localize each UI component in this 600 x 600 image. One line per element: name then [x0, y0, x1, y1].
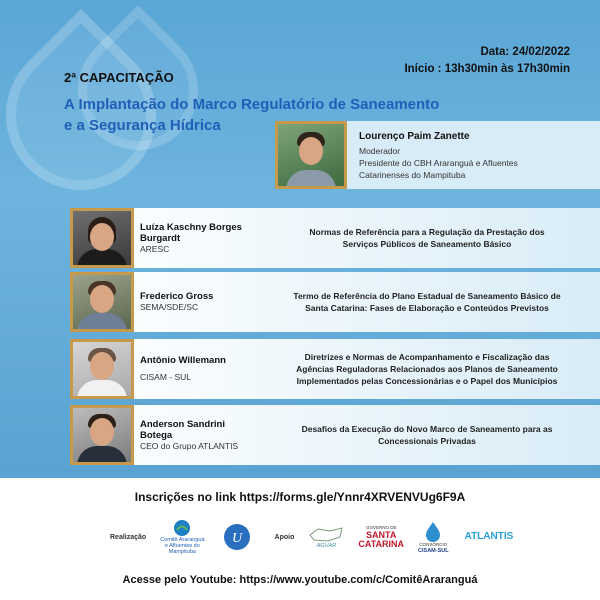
speaker-photo — [70, 339, 134, 399]
speaker-photo — [70, 208, 134, 268]
speaker-org: SEMA/SDE/SC — [140, 302, 199, 312]
atlantis-logo-text: ATLANTIS — [464, 531, 514, 542]
state-map-icon — [308, 525, 344, 543]
speaker-name: Frederico Gross — [140, 291, 214, 302]
topic-line: Desafios da Execução do Novo Marco de Saneamento para as — [301, 424, 553, 434]
speaker-row — [70, 405, 600, 465]
moderator-card — [275, 121, 600, 189]
youtube-link[interactable]: Acesse pelo Youtube: https://www.youtube.com/c/ComitêAraranguá — [122, 574, 478, 586]
topic-line: Concessionais Privadas — [378, 436, 476, 446]
cisam-drop-icon — [422, 520, 444, 542]
event-schedule — [404, 44, 570, 78]
topic-line: Santa Catarina: Fases de Elaboração e Conteúdos Previstos — [305, 303, 549, 313]
atlantis-logo — [464, 531, 514, 542]
speaker-topic — [254, 290, 600, 314]
speaker-info — [134, 222, 254, 255]
speaker-row — [70, 272, 600, 332]
event-time: Início : 13h30min às 17h30min — [404, 63, 570, 75]
speaker-org: CEO do Grupo ATLANTIS — [140, 440, 239, 451]
speaker-info — [134, 355, 254, 383]
comite-logo-text: Mampituba — [168, 549, 196, 555]
speaker-photo — [70, 405, 134, 465]
moderator-info — [347, 121, 526, 189]
registration-link[interactable]: Inscrições no link https://forms.gle/Ynnr4XRVENVUg6F9A — [134, 490, 466, 504]
speaker-row — [70, 208, 600, 268]
speaker-topic — [254, 351, 600, 387]
speaker-name: Antônio Willemann — [140, 355, 226, 366]
event-edition: 2ª CAPACITAÇÃO — [64, 70, 174, 85]
speaker-name: Anderson Sandrini — [140, 418, 225, 430]
speaker-topic — [254, 226, 600, 250]
speaker-name: Luíza Kaschny Borges — [140, 221, 242, 233]
cisam-logo-text: CONSÓRCIO — [419, 542, 448, 547]
topic-line: Agências Reguladoras Relacionados aos Planos de Saneamento — [296, 364, 558, 374]
event-date: Data: 24/02/2022 — [480, 46, 570, 58]
speaker-org: CISAM - SUL — [140, 372, 192, 382]
sc-logo-text: GOVERNO DE — [365, 525, 397, 530]
moderator-org: Catarinenses do Mampituba — [359, 170, 466, 180]
aguar-logo — [308, 525, 344, 549]
event-title-line: A Implantação do Marco Regulatório de Saneamento — [64, 96, 440, 113]
comite-logo — [160, 519, 204, 555]
speaker-photo — [70, 272, 134, 332]
comite-logo-text: e Afluentes do — [164, 543, 200, 549]
speaker-name: Burgardt — [140, 232, 181, 244]
moderator-org: Presidente do CBH Araranguá e Afluentes — [359, 158, 518, 168]
speaker-info — [134, 419, 254, 452]
moderator-role: Moderador — [359, 146, 401, 156]
topic-line: Termo de Referência do Plano Estadual de Saneamento Básico de — [293, 291, 561, 301]
speaker-info — [134, 291, 254, 313]
svg-text:U: U — [231, 531, 242, 546]
sponsor-bar — [110, 517, 550, 557]
university-logo — [223, 523, 251, 551]
cisam-logo-text: CISAM-SUL — [418, 548, 449, 554]
speaker-name: Botega — [140, 429, 173, 441]
cisam-logo — [418, 520, 449, 554]
apoio-label: Apoio — [274, 533, 295, 541]
aguar-logo-text: AGUAR — [316, 543, 337, 549]
speaker-org: ARESC — [140, 243, 170, 254]
speaker-topic — [254, 423, 600, 447]
event-title-line: e a Segurança Hídrica — [64, 117, 221, 134]
topic-line: Diretrizes e Normas de Acompanhamento e Fiscalização das — [304, 352, 550, 362]
u-letter-icon — [223, 523, 251, 551]
realizacao-label: Realização — [110, 533, 147, 541]
topic-line: Serviços Públicos de Saneamento Básico — [342, 239, 512, 249]
topic-line: Normas de Referência para a Regulação da Prestação dos — [309, 227, 545, 237]
sc-logo-text: SANTA — [366, 530, 397, 540]
moderator-photo — [275, 121, 347, 189]
sc-logo-text: CATARINA — [358, 539, 405, 549]
topic-line: Implementados pelas Concessionárias e o Papel dos Municípios — [296, 376, 558, 386]
comite-drop-icon — [173, 519, 191, 537]
santa-catarina-logo — [358, 525, 404, 549]
speaker-row — [70, 339, 600, 399]
comite-logo-text: Comitê Araranguá — [160, 537, 205, 543]
moderator-name: Lourenço Paim Zanette — [359, 131, 470, 142]
